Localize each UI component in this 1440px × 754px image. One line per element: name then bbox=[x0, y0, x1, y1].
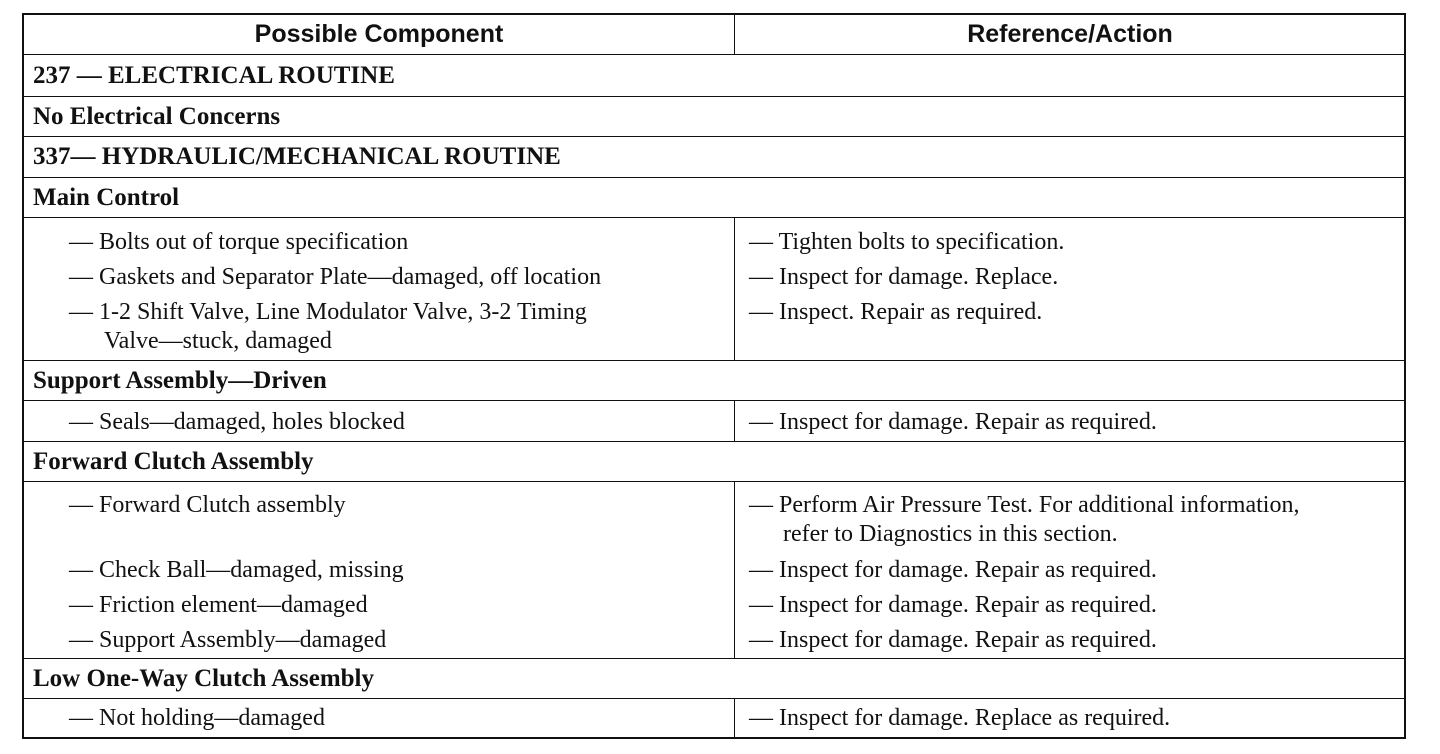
diagnostic-table bbox=[22, 13, 1406, 739]
header-reference-action: Reference/Action bbox=[967, 20, 1173, 48]
component-item: — Friction element—damaged bbox=[69, 592, 368, 618]
action-item: — Inspect for damage. Replace. bbox=[749, 264, 1059, 290]
column-divider bbox=[734, 218, 735, 360]
section-row-hydraulic-routine bbox=[24, 137, 1404, 178]
column-divider bbox=[734, 401, 735, 441]
section-title: Main Control bbox=[33, 183, 180, 211]
component-item-continuation: Valve—stuck, damaged bbox=[104, 328, 332, 354]
column-divider bbox=[734, 699, 735, 737]
section-row-no-electrical-concerns bbox=[24, 97, 1404, 137]
component-item: — Bolts out of torque specification bbox=[69, 229, 409, 255]
section-title: Forward Clutch Assembly bbox=[33, 447, 314, 475]
action-item: — Inspect for damage. Repair as required. bbox=[749, 627, 1157, 653]
section-row-electrical-routine bbox=[24, 55, 1404, 97]
section-title: No Electrical Concerns bbox=[33, 102, 281, 130]
action-item-continuation: refer to Diagnostics in this section. bbox=[783, 521, 1118, 547]
table-header-row bbox=[24, 15, 1404, 55]
column-divider bbox=[734, 482, 735, 658]
component-item: — Gaskets and Separator Plate—damaged, off location bbox=[69, 264, 602, 290]
component-item: — Check Ball—damaged, missing bbox=[69, 557, 404, 583]
action-item: — Inspect. Repair as required. bbox=[749, 299, 1043, 325]
component-item: — Forward Clutch assembly bbox=[69, 492, 346, 518]
action-item: — Inspect for damage. Repair as required. bbox=[749, 592, 1157, 618]
table-row-low-one-way-items bbox=[24, 699, 1404, 737]
action-item: — Inspect for damage. Replace as required. bbox=[749, 705, 1171, 731]
table-row-support-assembly-items bbox=[24, 401, 1404, 442]
section-row-main-control bbox=[24, 178, 1404, 218]
table-row-forward-clutch-items bbox=[24, 482, 1404, 659]
action-item: — Tighten bolts to specification. bbox=[749, 229, 1065, 255]
component-item: — Not holding—damaged bbox=[69, 705, 325, 731]
table-row-main-control-items bbox=[24, 218, 1404, 361]
section-title: 237 — ELECTRICAL ROUTINE bbox=[33, 61, 395, 89]
component-item: — Support Assembly—damaged bbox=[69, 627, 387, 653]
action-item: — Inspect for damage. Repair as required. bbox=[749, 557, 1157, 583]
header-possible-component: Possible Component bbox=[254, 20, 504, 48]
section-title: 337— HYDRAULIC/MECHANICAL ROUTINE bbox=[33, 143, 561, 170]
action-item: — Inspect for damage. Repair as required. bbox=[749, 409, 1157, 435]
section-row-support-assembly bbox=[24, 361, 1404, 401]
component-item: — 1-2 Shift Valve, Line Modulator Valve, 3-2 Timing bbox=[69, 299, 587, 325]
section-title: Support Assembly—Driven bbox=[33, 366, 327, 394]
section-title: Low One-Way Clutch Assembly bbox=[33, 664, 375, 692]
section-row-low-one-way-clutch bbox=[24, 659, 1404, 699]
action-item: — Perform Air Pressure Test. For additional information, bbox=[749, 492, 1300, 518]
component-item: — Seals—damaged, holes blocked bbox=[69, 409, 405, 435]
section-row-forward-clutch bbox=[24, 442, 1404, 482]
